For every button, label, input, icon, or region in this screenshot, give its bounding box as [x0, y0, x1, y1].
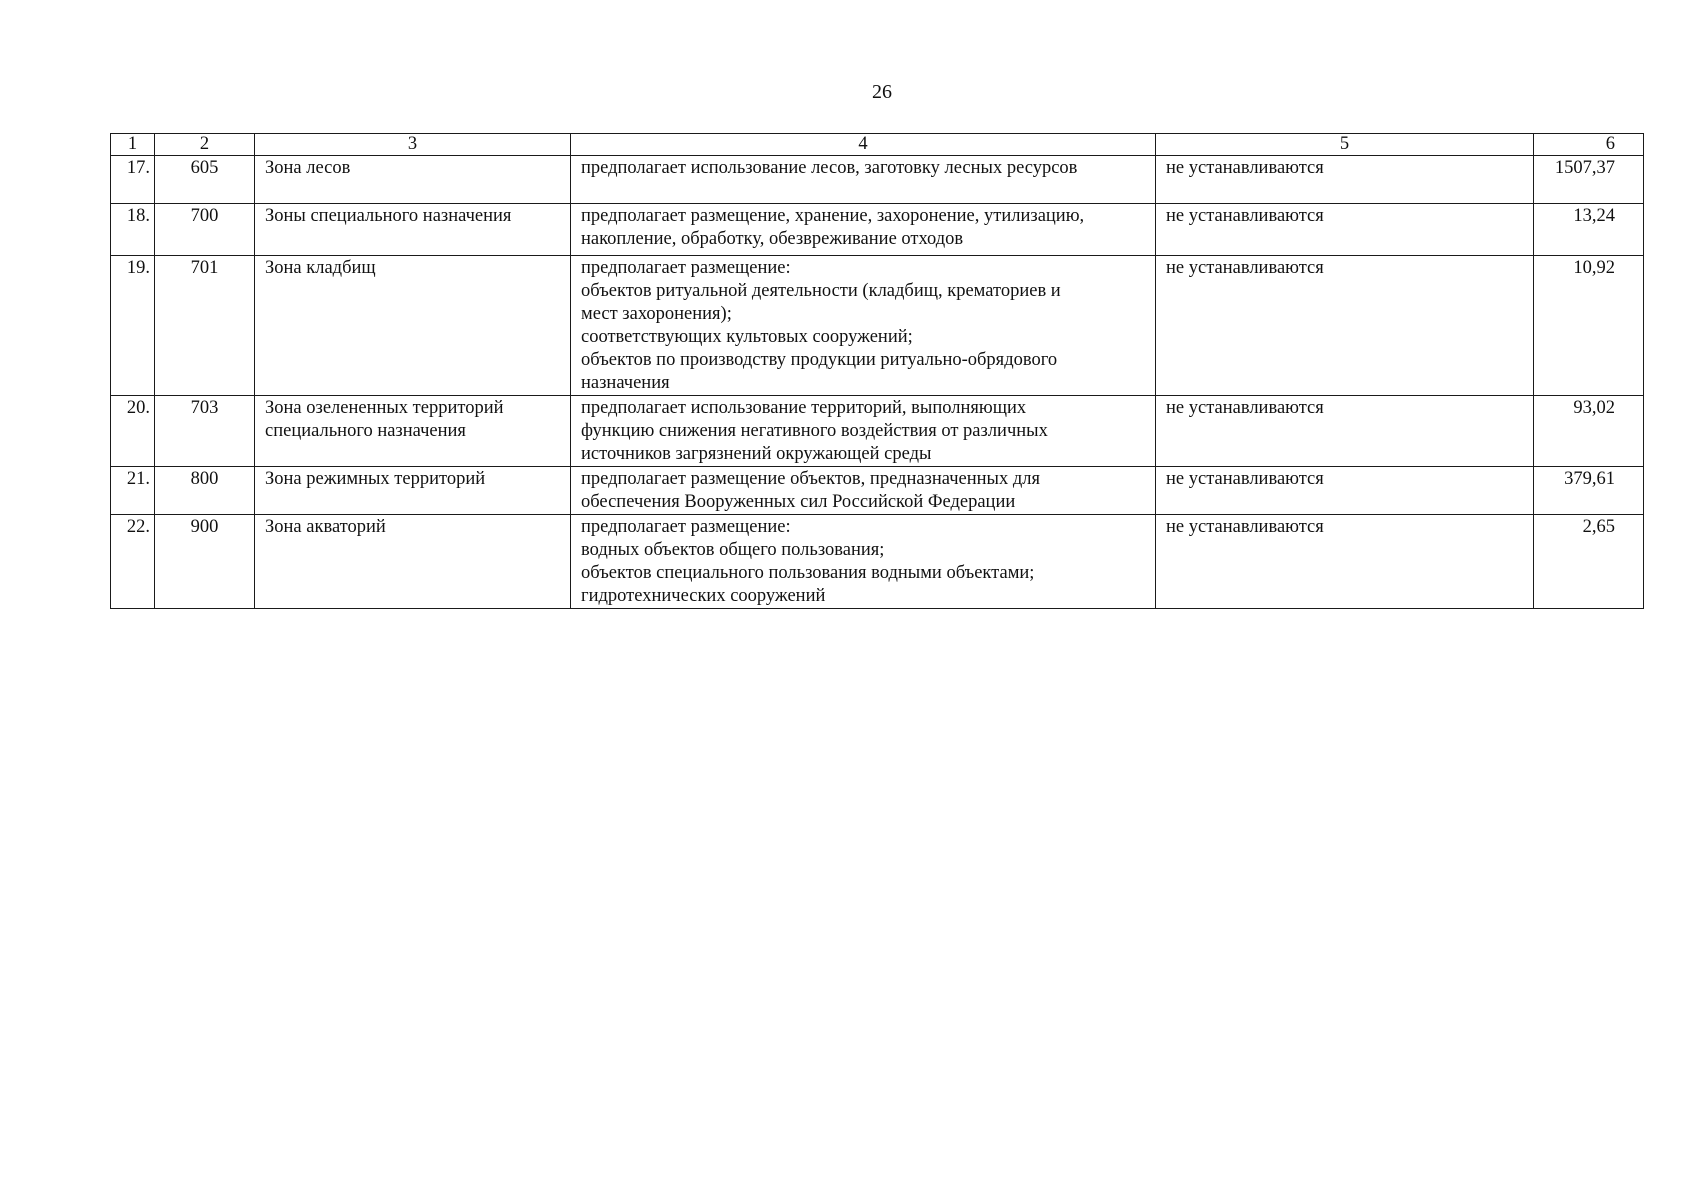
- row-number: 21.: [111, 467, 155, 515]
- header-col-2: 2: [155, 134, 255, 156]
- zone-name-line: Зона режимных территорий: [265, 469, 486, 489]
- zone-description-line: накопление, обработку, обезвреживание отходов: [581, 229, 964, 249]
- zone-description-line: предполагает размещение:: [581, 517, 791, 537]
- zone-name-line: Зона акваторий: [265, 517, 386, 537]
- zone-description-line: объектов ритуальной деятельности (кладбищ, крематориев и: [581, 281, 1061, 301]
- zone-description: [571, 467, 1156, 515]
- zone-description: [571, 515, 1156, 609]
- header-col-6: 6: [1534, 134, 1644, 156]
- zone-limits: не устанавливаются: [1156, 467, 1534, 515]
- row-number: 18.: [111, 204, 155, 256]
- header-col-4: 4: [571, 134, 1156, 156]
- table-row: [111, 515, 1644, 609]
- table-row: [111, 396, 1644, 467]
- zone-code: 605: [155, 156, 255, 204]
- zone-code: 800: [155, 467, 255, 515]
- zone-name: [255, 256, 571, 396]
- zone-area: 379,61: [1534, 467, 1644, 515]
- zone-name-line: Зона лесов: [265, 158, 351, 178]
- zone-area: 2,65: [1534, 515, 1644, 609]
- zone-description: [571, 396, 1156, 467]
- zone-description-line: мест захоронения);: [581, 304, 732, 324]
- zone-name-line: специального назначения: [265, 421, 466, 441]
- zone-limits: не устанавливаются: [1156, 396, 1534, 467]
- zone-description-line: предполагает размещение объектов, предназначенных для: [581, 469, 1041, 489]
- zone-description: [571, 256, 1156, 396]
- header-col-5: 5: [1156, 134, 1534, 156]
- table-row: [111, 156, 1644, 204]
- zone-name-line: Зона кладбищ: [265, 258, 376, 278]
- zone-description-line: объектов по производству продукции ритуально-обрядового: [581, 350, 1058, 370]
- table-row: [111, 467, 1644, 515]
- row-number: 22.: [111, 515, 155, 609]
- zone-code: 900: [155, 515, 255, 609]
- zone-area: 93,02: [1534, 396, 1644, 467]
- zone-name: [255, 467, 571, 515]
- zone-description-line: предполагает использование территорий, выполняющих: [581, 398, 1027, 418]
- zone-name: [255, 396, 571, 467]
- zone-name: [255, 204, 571, 256]
- zone-code: 703: [155, 396, 255, 467]
- row-number: 19.: [111, 256, 155, 396]
- zone-description: [571, 156, 1156, 204]
- zone-area: 13,24: [1534, 204, 1644, 256]
- zone-name: [255, 515, 571, 609]
- row-number: 17.: [111, 156, 155, 204]
- zone-limits: не устанавливаются: [1156, 156, 1534, 204]
- zone-description-line: гидротехнических сооружений: [581, 586, 826, 606]
- row-number: 20.: [111, 396, 155, 467]
- zone-name-line: Зона озелененных территорий: [265, 398, 504, 418]
- zone-description-line: предполагает использование лесов, заготовку лесных ресурсов: [581, 158, 1078, 178]
- zone-description: [571, 204, 1156, 256]
- zone-description-line: соответствующих культовых сооружений;: [581, 327, 913, 347]
- zone-description-line: предполагает размещение:: [581, 258, 791, 278]
- zone-description-line: объектов специального пользования водными объектами;: [581, 563, 1035, 583]
- table-row: [111, 256, 1644, 396]
- zone-name: [255, 156, 571, 204]
- zone-limits: не устанавливаются: [1156, 256, 1534, 396]
- zone-description-line: функцию снижения негативного воздействия от различных: [581, 421, 1048, 441]
- zone-limits: не устанавливаются: [1156, 515, 1534, 609]
- page-number: 26: [872, 81, 892, 103]
- zone-description-line: назначения: [581, 373, 670, 393]
- zone-code: 700: [155, 204, 255, 256]
- header-col-3: 3: [255, 134, 571, 156]
- table-row: [111, 204, 1644, 256]
- zone-description-line: водных объектов общего пользования;: [581, 540, 885, 560]
- zone-limits: не устанавливаются: [1156, 204, 1534, 256]
- zone-area: 1507,37: [1534, 156, 1644, 204]
- header-col-1: 1: [111, 134, 155, 156]
- zone-area: 10,92: [1534, 256, 1644, 396]
- table-header-row: [111, 134, 1644, 156]
- zone-description-line: предполагает размещение, хранение, захоронение, утилизацию,: [581, 206, 1085, 226]
- zone-code: 701: [155, 256, 255, 396]
- zone-description-line: обеспечения Вооруженных сил Российской Федерации: [581, 492, 1016, 512]
- zone-description-line: источников загрязнений окружающей среды: [581, 444, 932, 464]
- zone-name-line: Зоны специального назначения: [265, 206, 512, 226]
- zones-table: [110, 133, 1644, 609]
